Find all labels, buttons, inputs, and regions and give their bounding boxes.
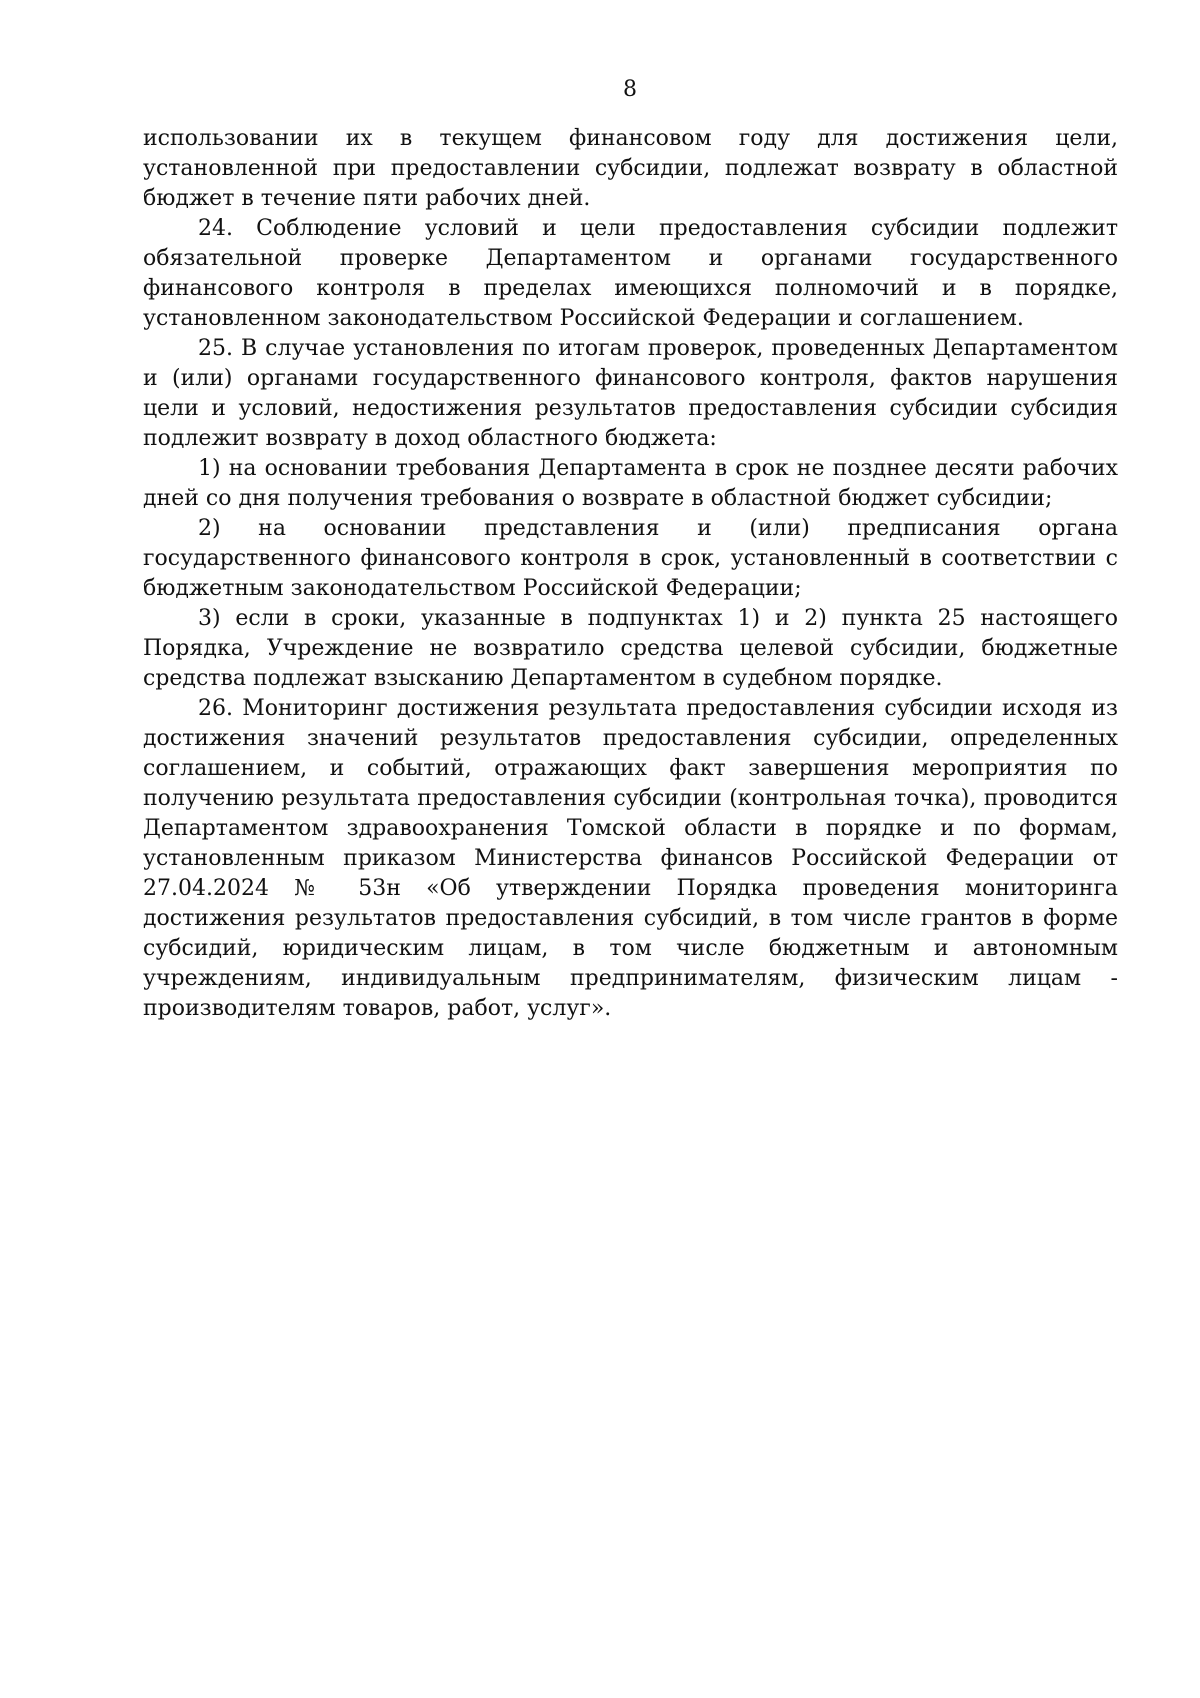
paragraph-subitem-1: 1) на основании требования Департамента в срок не позднее десяти рабочих дней со дня получения требования о возврате в областной бюджет субсидии; bbox=[143, 456, 1118, 511]
paragraph-continuation: использовании их в текущем финансовом году для достижения цели, установленной при предоставлении субсидии, подлежат возврату в областной бюджет в течение пяти рабочих дней. bbox=[143, 126, 1118, 211]
page-number: 8 bbox=[623, 77, 637, 102]
document-body bbox=[143, 124, 1118, 1024]
paragraph-item-26: 26. Мониторинг достижения результата предоставления субсидии исходя из достижения значений результатов предоставления субсидии, определенных соглашением, и событий, отражающих факт завершения мероприятия по получению результата предоставления субсидии (контрольная точка), проводится Департаментом здравоохранения Томской области в порядке и по формам, установленным приказом Министерства финансов Российской Федерации от 27.04.2024 № 53н «Об утверждении Порядка проведения мониторинга достижения результатов предоставления субсидий, в том числе грантов в форме субсидий, юридическим лицам, в том числе бюджетным и автономным учреждениям, индивидуальным предпринимателям, физическим лицам - производителям товаров, работ, услуг». bbox=[143, 696, 1118, 1021]
paragraph-item-25: 25. В случае установления по итогам проверок, проведенных Департаментом и (или) органами государственного финансового контроля, фактов нарушения цели и условий, недостижения результатов предоставления субсидии субсидия подлежит возврату в доход областного бюджета: bbox=[143, 336, 1118, 451]
paragraph-subitem-3: 3) если в сроки, указанные в подпунктах 1) и 2) пункта 25 настоящего Порядка, Учреждение не возвратило средства целевой субсидии, бюджетные средства подлежат взысканию Департаментом в судебном порядке. bbox=[143, 606, 1118, 691]
paragraph-item-24: 24. Соблюдение условий и цели предоставления субсидии подлежит обязательной проверке Департаментом и органами государственного финансового контроля в пределах имеющихся полномочий и в порядке, установленном законодательством Российской Федерации и соглашением. bbox=[143, 216, 1118, 331]
paragraph-subitem-2: 2) на основании представления и (или) предписания органа государственного финансового контроля в срок, установленный в соответствии с бюджетным законодательством Российской Федерации; bbox=[143, 516, 1118, 601]
